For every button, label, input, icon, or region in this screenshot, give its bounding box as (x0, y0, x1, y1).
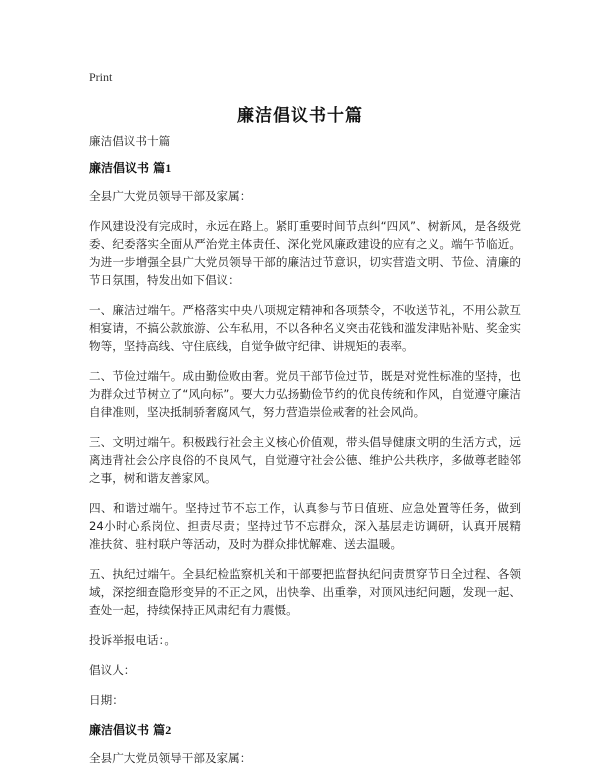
proposal-item-2: 二、节俭过端午。成由勤俭败由奢。党员干部节俭过节，既是对党性标准的坚持，也为群众过节树立了“风向标”。要大力弘扬勤俭节约的优良传统和作风，自觉遵守廉洁自律准则，坚决抵制骄奢腐风气，努力营造崇俭戒奢的社会风尚。 (89, 369, 521, 419)
proposal-item-5: 五、执纪过端午。全县纪检监察机关和干部要把监督执纪问责贯穿节日全过程、各领域，深挖细查隐形变异的不正之风，出快拳、出重拳，对顶风违纪问题，发现一起、查处一起，持续保持正风肃纪有力震慑。 (89, 567, 521, 617)
intro-paragraph: 作风建设没有完成时，永远在路上。紧盯重要时间节点纠“四风”、树新风，是各级党委、纪委落实全面从严治党主体责任、深化党风廉政建设的应有之义。端午节临近。为进一步增强全县广大党员领导干部的廉洁过节意识，切实营造文明、节俭、清廉的节日氛围，特发出如下倡议： (89, 219, 521, 287)
salutation: 全县广大党员领导干部及家属： (89, 189, 252, 203)
section-heading-number: 1 (165, 161, 172, 175)
date-line: 日期： (89, 693, 124, 707)
proposal-item-1: 一、廉洁过端午。严格落实中央八项规定精神和各项禁令，不收送节礼，不用公款互相宴请，不搞公款旅游、公车私用，不以各种名义突击花钱和滥发津贴补贴、奖金实物等，坚持高线、守住底线，自觉争做守纪律、讲规矩的表率。 (89, 303, 521, 353)
document-subtitle: 廉洁倡议书十篇 (89, 134, 171, 148)
initiator-line: 倡议人： (89, 663, 136, 677)
section-heading-2 (89, 721, 521, 739)
section-heading-text: 廉洁倡议书 篇 (89, 723, 166, 737)
report-phone-line: 投诉举报电话：。 (89, 633, 176, 647)
proposal-item-4: 四、和谐过端午。坚持过节不忘工作，认真参与节日值班、应急处置等任务，做到24小时心系岗位、担责尽责；坚持过节不忘群众，深入基层走访调研，认真开展精准扶贫、驻村联户等活动，及时为群众排忧解难、送去温暖。 (89, 501, 521, 551)
proposal-item-3: 三、文明过端午。积极践行社会主义核心价值观，带头倡导健康文明的生活方式，远离违背社会公序良俗的不良风气，自觉遵守社会公德、维护公共秩序，多做尊老睦邻之事，树和谐友善家风。 (89, 435, 521, 485)
section-heading-1 (89, 159, 521, 177)
section-heading-number: 2 (165, 723, 172, 737)
page-title: 廉洁倡议书十篇 (237, 106, 363, 126)
document-body (89, 132, 521, 779)
salutation-2: 全县广大党员领导干部及家属： (89, 751, 252, 765)
print-link[interactable]: Print (89, 70, 113, 84)
section-heading-text: 廉洁倡议书 篇 (89, 161, 166, 175)
